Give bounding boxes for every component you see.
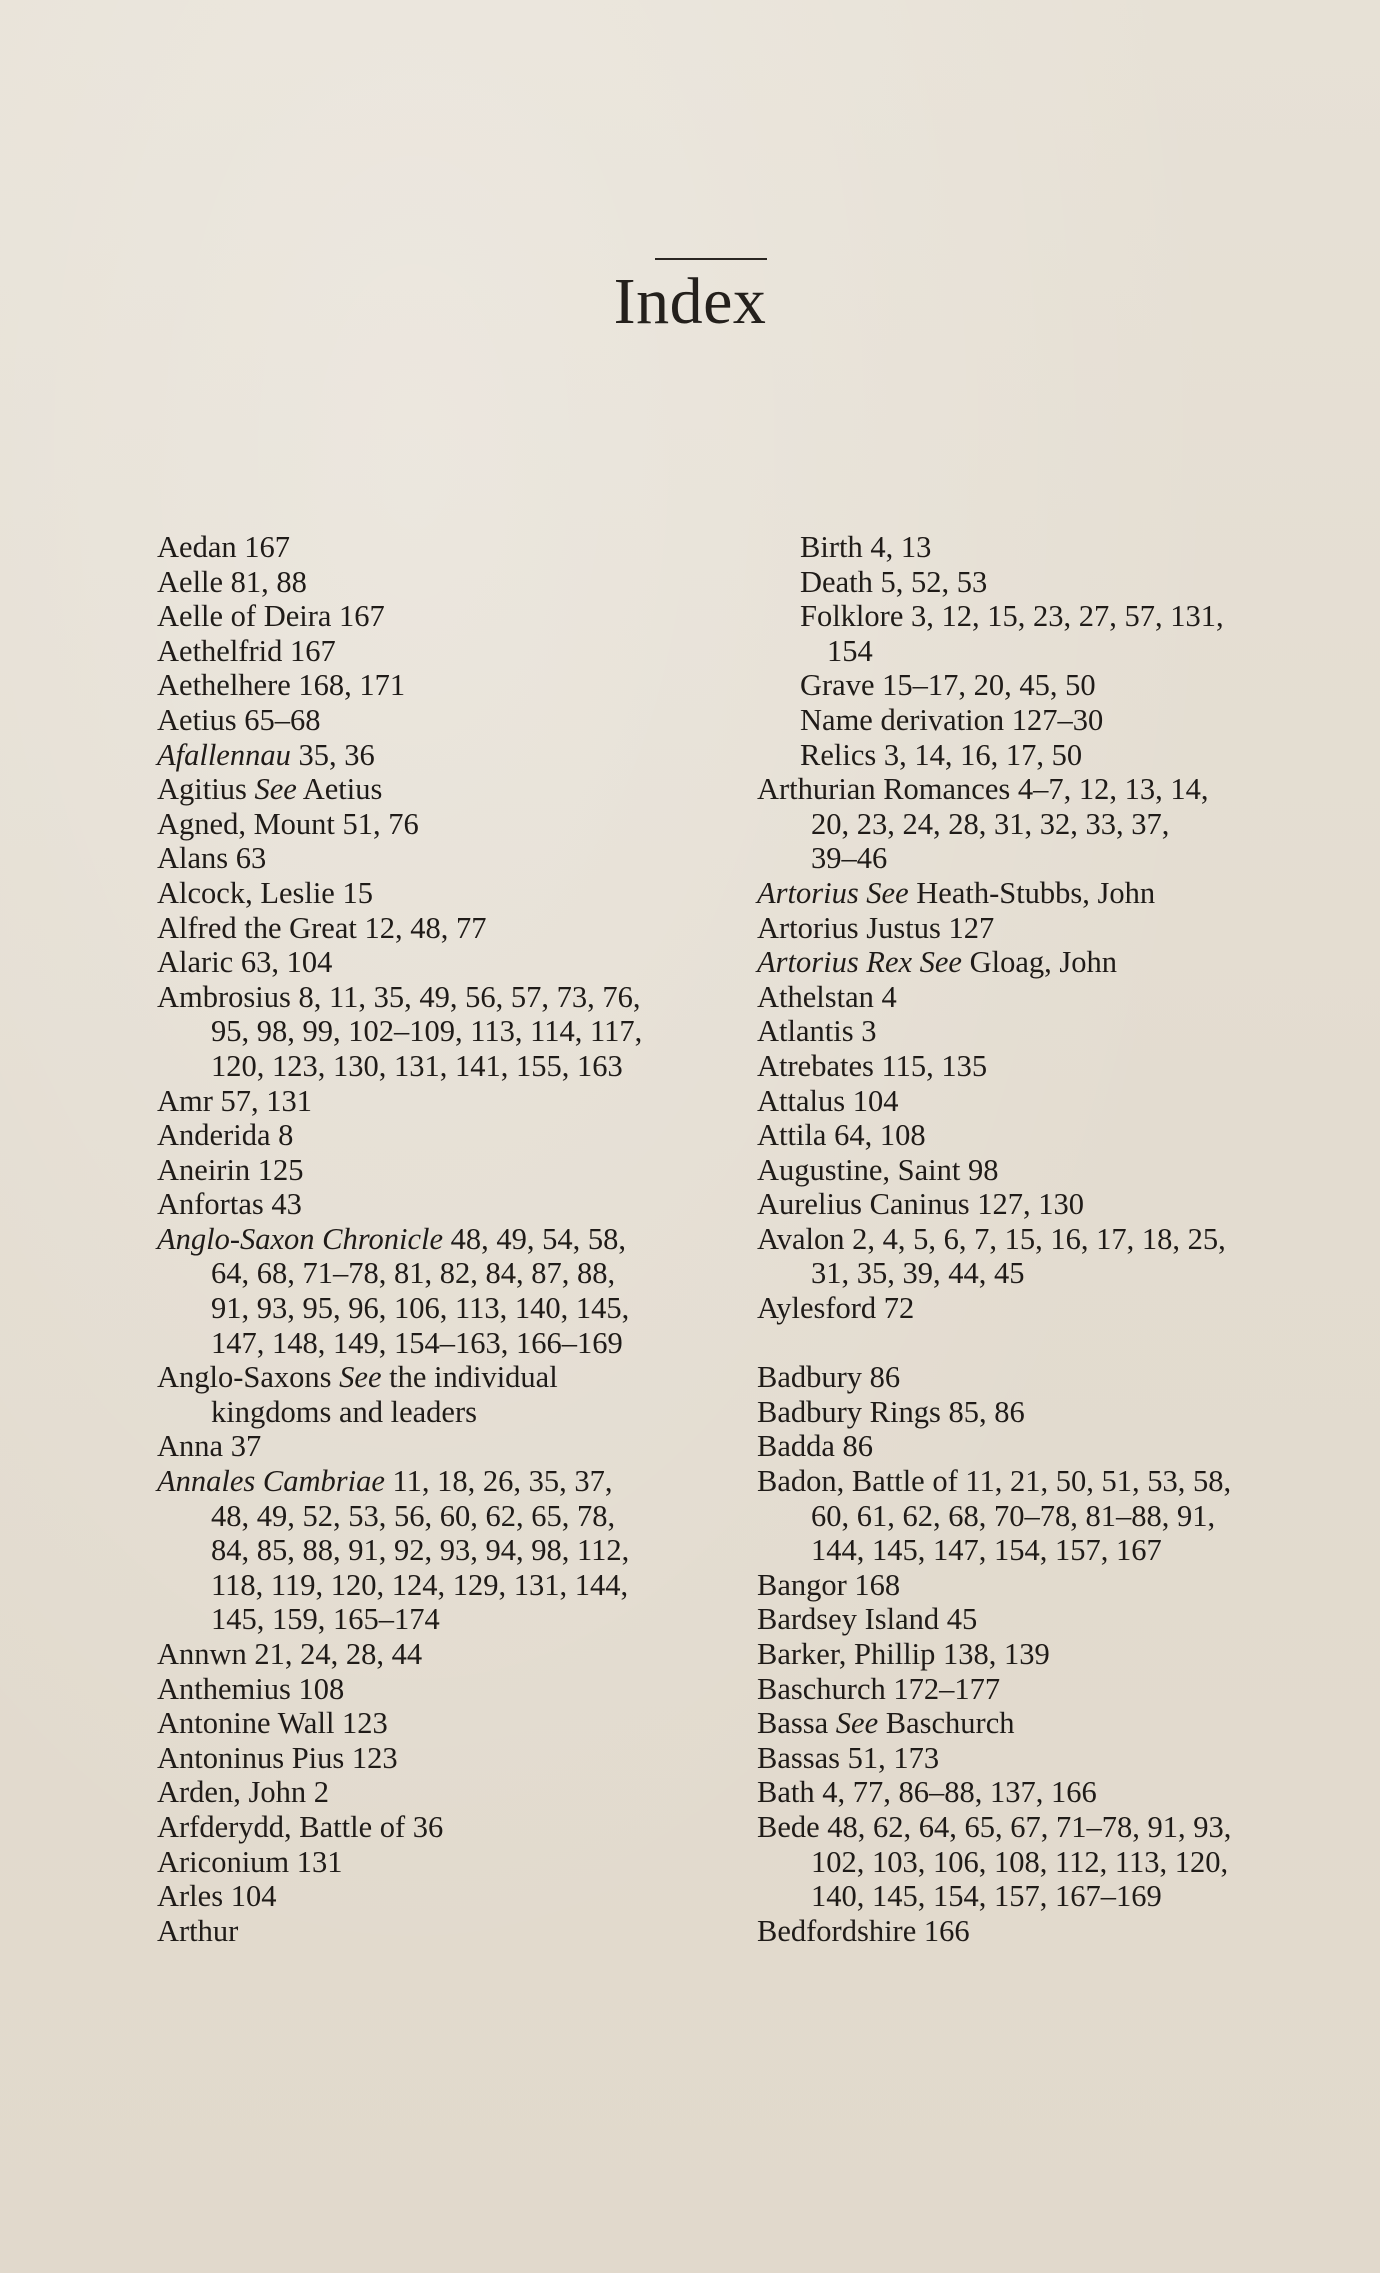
index-entry xyxy=(157,1222,737,1360)
entry-text: the individual xyxy=(381,1360,558,1395)
entry-continuation-line xyxy=(757,634,1357,669)
index-entry xyxy=(157,841,737,876)
index-entry xyxy=(757,1049,1357,1084)
index-entry xyxy=(157,911,737,946)
entry-line xyxy=(157,911,737,946)
entry-line xyxy=(157,1672,737,1707)
entry-text: Attila 64, 108 xyxy=(757,1118,926,1153)
entry-line xyxy=(757,668,1357,703)
italic-text: See xyxy=(254,772,297,807)
entry-text: Alfred the Great 12, 48, 77 xyxy=(157,910,487,945)
entry-line xyxy=(757,530,1357,565)
index-column-right xyxy=(757,530,1357,1948)
entry-line xyxy=(757,1222,1357,1257)
entry-line xyxy=(157,703,737,738)
index-entry xyxy=(157,980,737,1084)
italic-text: Anglo-Saxon Chronicle xyxy=(157,1221,444,1256)
entry-text: Alaric 63, 104 xyxy=(157,945,333,980)
index-entry xyxy=(757,1360,1357,1395)
index-entry xyxy=(757,1464,1357,1568)
entry-continuation-line xyxy=(157,1291,737,1326)
entry-line xyxy=(157,1741,737,1776)
index-entry xyxy=(157,1084,737,1119)
index-entry xyxy=(157,1914,737,1949)
entry-continuation-line xyxy=(157,1395,737,1430)
entry-text: 60, 61, 62, 68, 70–78, 81–88, 91, xyxy=(811,1498,1216,1533)
entry-text: Alcock, Leslie 15 xyxy=(157,875,373,910)
entry-text: Aedan 167 xyxy=(157,530,290,564)
index-entry xyxy=(757,980,1357,1015)
italic-text: Afallennau xyxy=(157,737,291,772)
index-entry xyxy=(157,1810,737,1845)
entry-text: 64, 68, 71–78, 81, 82, 84, 87, 88, xyxy=(211,1256,616,1291)
index-entry xyxy=(757,1914,1357,1949)
entry-text: Augustine, Saint 98 xyxy=(757,1152,999,1187)
index-entry xyxy=(757,1429,1357,1464)
index-entry xyxy=(157,1187,737,1222)
index-entry xyxy=(757,1118,1357,1153)
index-entry xyxy=(157,738,737,773)
italic-text: See xyxy=(835,1706,879,1741)
entry-text: 154 xyxy=(827,633,873,668)
entry-line xyxy=(757,1395,1357,1430)
entry-text: Aetius 65–68 xyxy=(157,702,321,737)
entry-line xyxy=(757,738,1357,773)
entry-text: Barker, Phillip 138, 139 xyxy=(757,1637,1050,1671)
italic-text: See xyxy=(339,1360,382,1395)
entry-line xyxy=(157,980,737,1015)
entry-text: Badbury Rings 85, 86 xyxy=(757,1394,1025,1429)
index-entry xyxy=(757,1291,1357,1326)
entry-text: Bangor 168 xyxy=(757,1567,901,1602)
entry-line xyxy=(157,1118,737,1153)
entry-text: Anthemius 108 xyxy=(157,1671,345,1706)
index-entry xyxy=(157,772,737,807)
entry-line xyxy=(157,772,737,807)
index-entry xyxy=(157,1153,737,1188)
entry-text: Bassa xyxy=(757,1706,836,1741)
entry-line xyxy=(157,1153,737,1188)
index-entry xyxy=(757,1810,1357,1914)
entry-continuation-line xyxy=(757,1533,1357,1568)
index-entry xyxy=(157,1360,737,1429)
entry-line xyxy=(157,945,737,980)
entry-text: Artorius Justus 127 xyxy=(757,910,995,945)
entry-text: Aetius xyxy=(296,772,383,807)
entry-text: 147, 148, 149, 154–163, 166–169 xyxy=(211,1325,623,1360)
entry-text: Amr 57, 131 xyxy=(157,1083,313,1118)
entry-line xyxy=(157,1360,737,1395)
index-entry xyxy=(757,911,1357,946)
entry-text: Avalon 2, 4, 5, 6, 7, 15, 16, 17, 18, 25, xyxy=(757,1221,1226,1256)
entry-text: Death 5, 52, 53 xyxy=(800,564,988,599)
index-entry xyxy=(157,565,737,600)
entry-line xyxy=(757,1741,1357,1776)
entry-text: Badon, Battle of 11, 21, 50, 51, 53, 58, xyxy=(757,1464,1232,1499)
index-entry xyxy=(157,1706,737,1741)
entry-line xyxy=(157,599,737,634)
page-title: Index xyxy=(613,265,767,338)
entry-line xyxy=(757,1291,1357,1326)
index-subentry xyxy=(757,738,1357,773)
entry-line xyxy=(157,1845,737,1880)
index-entry xyxy=(157,876,737,911)
index-entry xyxy=(157,703,737,738)
index-entry xyxy=(757,1775,1357,1810)
index-entry xyxy=(157,1429,737,1464)
entry-line xyxy=(157,1914,737,1949)
entry-text: 11, 18, 26, 35, 37, xyxy=(384,1464,613,1499)
entry-line xyxy=(757,876,1357,911)
index-subentry xyxy=(757,565,1357,600)
index-entry xyxy=(157,1464,737,1637)
entry-line xyxy=(157,841,737,876)
index-subentry xyxy=(757,530,1357,565)
entry-text: Bedfordshire 166 xyxy=(757,1913,970,1948)
entry-text: Birth 4, 13 xyxy=(800,530,932,564)
entry-line xyxy=(757,1084,1357,1119)
index-entry xyxy=(157,1741,737,1776)
entry-text: Attalus 104 xyxy=(757,1083,899,1118)
index-entry xyxy=(157,1775,737,1810)
entry-text: 20, 23, 24, 28, 31, 32, 33, 37, xyxy=(811,806,1170,841)
entry-text: Atrebates 115, 135 xyxy=(757,1048,988,1083)
entry-text: 91, 93, 95, 96, 106, 113, 140, 145, xyxy=(211,1291,630,1326)
entry-text: Aelle 81, 88 xyxy=(157,564,307,599)
entry-line xyxy=(157,565,737,600)
entry-text: Aneirin 125 xyxy=(157,1152,304,1187)
index-entry xyxy=(157,1845,737,1880)
entry-text: Bardsey Island 45 xyxy=(757,1602,978,1637)
entry-text: 95, 98, 99, 102–109, 113, 114, 117, xyxy=(211,1014,643,1049)
entry-line xyxy=(757,980,1357,1015)
entry-text: 140, 145, 154, 157, 167–169 xyxy=(811,1879,1162,1914)
entry-line xyxy=(757,1810,1357,1845)
entry-line xyxy=(757,1049,1357,1084)
entry-text: kingdoms and leaders xyxy=(211,1394,477,1429)
index-entry xyxy=(157,945,737,980)
index-entry xyxy=(157,1879,737,1914)
index-entry xyxy=(757,1706,1357,1741)
entry-text: Anderida 8 xyxy=(157,1118,294,1153)
entry-line xyxy=(157,738,737,773)
entry-text: Arfderydd, Battle of 36 xyxy=(157,1809,444,1844)
entry-continuation-line xyxy=(157,1014,737,1049)
entry-continuation-line xyxy=(757,1879,1357,1914)
entry-line xyxy=(757,1568,1357,1603)
entry-line xyxy=(157,1637,737,1672)
entry-text: Anfortas 43 xyxy=(157,1187,302,1222)
entry-text: Bede 48, 62, 64, 65, 67, 71–78, 91, 93, xyxy=(757,1809,1232,1844)
entry-line xyxy=(757,945,1357,980)
entry-line xyxy=(157,530,737,565)
index-entry xyxy=(757,1672,1357,1707)
entry-text: Antoninus Pius 123 xyxy=(157,1740,398,1775)
entry-text: Aurelius Caninus 127, 130 xyxy=(757,1187,1085,1222)
entry-text: 48, 49, 52, 53, 56, 60, 62, 65, 78, xyxy=(211,1498,616,1533)
index-entry xyxy=(157,634,737,669)
entry-text: Arthur xyxy=(157,1913,239,1948)
entry-line xyxy=(757,1672,1357,1707)
entry-line xyxy=(157,876,737,911)
entry-line xyxy=(757,1014,1357,1049)
entry-continuation-line xyxy=(157,1326,737,1361)
entry-text: Anna 37 xyxy=(157,1429,262,1464)
index-entry xyxy=(157,1118,737,1153)
entry-text: Ambrosius 8, 11, 35, 49, 56, 57, 73, 76, xyxy=(157,979,641,1014)
entry-gap xyxy=(757,1326,1357,1361)
entry-line xyxy=(157,807,737,842)
entry-text: 48, 49, 54, 58, xyxy=(443,1221,627,1256)
entry-text: Arles 104 xyxy=(157,1879,277,1914)
italic-text: Artorius See xyxy=(757,875,909,910)
index-entry xyxy=(157,530,737,565)
entry-text: Arthurian Romances 4–7, 12, 13, 14, xyxy=(757,772,1209,807)
entry-line xyxy=(757,1360,1357,1395)
index-entry xyxy=(157,1672,737,1707)
entry-text: Folklore 3, 12, 15, 23, 27, 57, 131, xyxy=(800,599,1224,634)
entry-line xyxy=(157,1429,737,1464)
entry-line xyxy=(157,1879,737,1914)
entry-continuation-line xyxy=(757,1256,1357,1291)
entry-line xyxy=(157,1187,737,1222)
entry-continuation-line xyxy=(757,1499,1357,1534)
index-entry xyxy=(757,1222,1357,1291)
entry-text: Antonine Wall 123 xyxy=(157,1706,388,1741)
entry-continuation-line xyxy=(157,1499,737,1534)
entry-text: 35, 36 xyxy=(290,737,375,772)
entry-line xyxy=(757,1602,1357,1637)
entry-line xyxy=(157,634,737,669)
index-entry xyxy=(157,668,737,703)
entry-line xyxy=(757,703,1357,738)
entry-line xyxy=(757,1637,1357,1672)
index-entry xyxy=(757,772,1357,876)
title-rule xyxy=(655,258,767,260)
entry-text: Grave 15–17, 20, 45, 50 xyxy=(800,668,1096,703)
entry-continuation-line xyxy=(757,807,1357,842)
index-entry xyxy=(757,1153,1357,1188)
entry-continuation-line xyxy=(157,1533,737,1568)
entry-line xyxy=(157,1810,737,1845)
entry-text: Bassas 51, 173 xyxy=(757,1740,940,1775)
entry-text: 120, 123, 130, 131, 141, 155, 163 xyxy=(211,1048,623,1083)
entry-text: 102, 103, 106, 108, 112, 113, 120, xyxy=(811,1844,1229,1879)
entry-line xyxy=(157,1084,737,1119)
entry-text: Atlantis 3 xyxy=(757,1014,877,1049)
entry-line xyxy=(757,1187,1357,1222)
entry-text: Bath 4, 77, 86–88, 137, 166 xyxy=(757,1775,1097,1810)
entry-text: Aelle of Deira 167 xyxy=(157,599,385,634)
index-entry xyxy=(757,1602,1357,1637)
index-entry xyxy=(757,1395,1357,1430)
index-subentry xyxy=(757,599,1357,668)
entry-text: Aylesford 72 xyxy=(757,1291,915,1326)
entry-continuation-line xyxy=(757,1845,1357,1880)
entry-text: Aethelhere 168, 171 xyxy=(157,668,406,703)
entry-text: Heath-Stubbs, John xyxy=(908,875,1156,910)
entry-text: Badbury 86 xyxy=(757,1360,901,1395)
entry-text: Badda 86 xyxy=(757,1429,874,1464)
entry-text: Alans 63 xyxy=(157,841,267,876)
index-entry xyxy=(757,1568,1357,1603)
entry-line xyxy=(757,1706,1357,1741)
entry-line xyxy=(757,911,1357,946)
index-column-left xyxy=(157,530,737,1948)
entry-line xyxy=(757,1118,1357,1153)
entry-continuation-line xyxy=(157,1049,737,1084)
index-entry xyxy=(157,599,737,634)
entry-line xyxy=(757,599,1357,634)
index-entry xyxy=(757,1637,1357,1672)
entry-text: 144, 145, 147, 154, 157, 167 xyxy=(811,1533,1162,1568)
entry-text: Agned, Mount 51, 76 xyxy=(157,806,419,841)
entry-line xyxy=(157,1775,737,1810)
entry-text: Ariconium 131 xyxy=(157,1844,343,1879)
index-entry xyxy=(757,876,1357,911)
index-subentry xyxy=(757,703,1357,738)
entry-line xyxy=(757,1914,1357,1949)
entry-text: Baschurch 172–177 xyxy=(757,1671,1001,1706)
entry-text: Name derivation 127–30 xyxy=(800,702,1104,737)
entry-line xyxy=(157,1222,737,1257)
entry-line xyxy=(757,1153,1357,1188)
entry-text: 31, 35, 39, 44, 45 xyxy=(811,1256,1025,1291)
entry-text: 84, 85, 88, 91, 92, 93, 94, 98, 112, xyxy=(211,1533,630,1568)
entry-continuation-line xyxy=(157,1256,737,1291)
entry-line xyxy=(757,1775,1357,1810)
entry-text: 118, 119, 120, 124, 129, 131, 144, xyxy=(211,1567,629,1602)
entry-text: Aethelfrid 167 xyxy=(157,633,336,668)
entry-text: Gloag, John xyxy=(961,945,1118,980)
index-entry xyxy=(757,945,1357,980)
entry-continuation-line xyxy=(157,1602,737,1637)
entry-line xyxy=(757,565,1357,600)
index-entry xyxy=(157,1637,737,1672)
italic-text: Artorius Rex See xyxy=(757,945,962,980)
entry-text: Baschurch xyxy=(878,1706,1015,1741)
index-entry xyxy=(757,1187,1357,1222)
entry-text: 39–46 xyxy=(811,841,888,876)
entry-line xyxy=(757,772,1357,807)
entry-text: Arden, John 2 xyxy=(157,1775,329,1810)
entry-text: Anglo-Saxons xyxy=(157,1360,340,1395)
entry-text: 145, 159, 165–174 xyxy=(211,1602,440,1637)
entry-text: Athelstan 4 xyxy=(757,979,897,1014)
index-entry xyxy=(157,807,737,842)
entry-line xyxy=(157,668,737,703)
index-subentry xyxy=(757,668,1357,703)
italic-text: Annales Cambriae xyxy=(157,1464,385,1499)
entry-line xyxy=(757,1464,1357,1499)
entry-line xyxy=(157,1706,737,1741)
index-entry xyxy=(757,1014,1357,1049)
index-entry xyxy=(757,1741,1357,1776)
entry-line xyxy=(157,1464,737,1499)
entry-line xyxy=(757,1429,1357,1464)
entry-text: Annwn 21, 24, 28, 44 xyxy=(157,1637,423,1671)
entry-text: Relics 3, 14, 16, 17, 50 xyxy=(800,737,1083,772)
index-entry xyxy=(757,1084,1357,1119)
entry-continuation-line xyxy=(157,1568,737,1603)
entry-text: Agitius xyxy=(157,772,255,807)
entry-continuation-line xyxy=(757,841,1357,876)
